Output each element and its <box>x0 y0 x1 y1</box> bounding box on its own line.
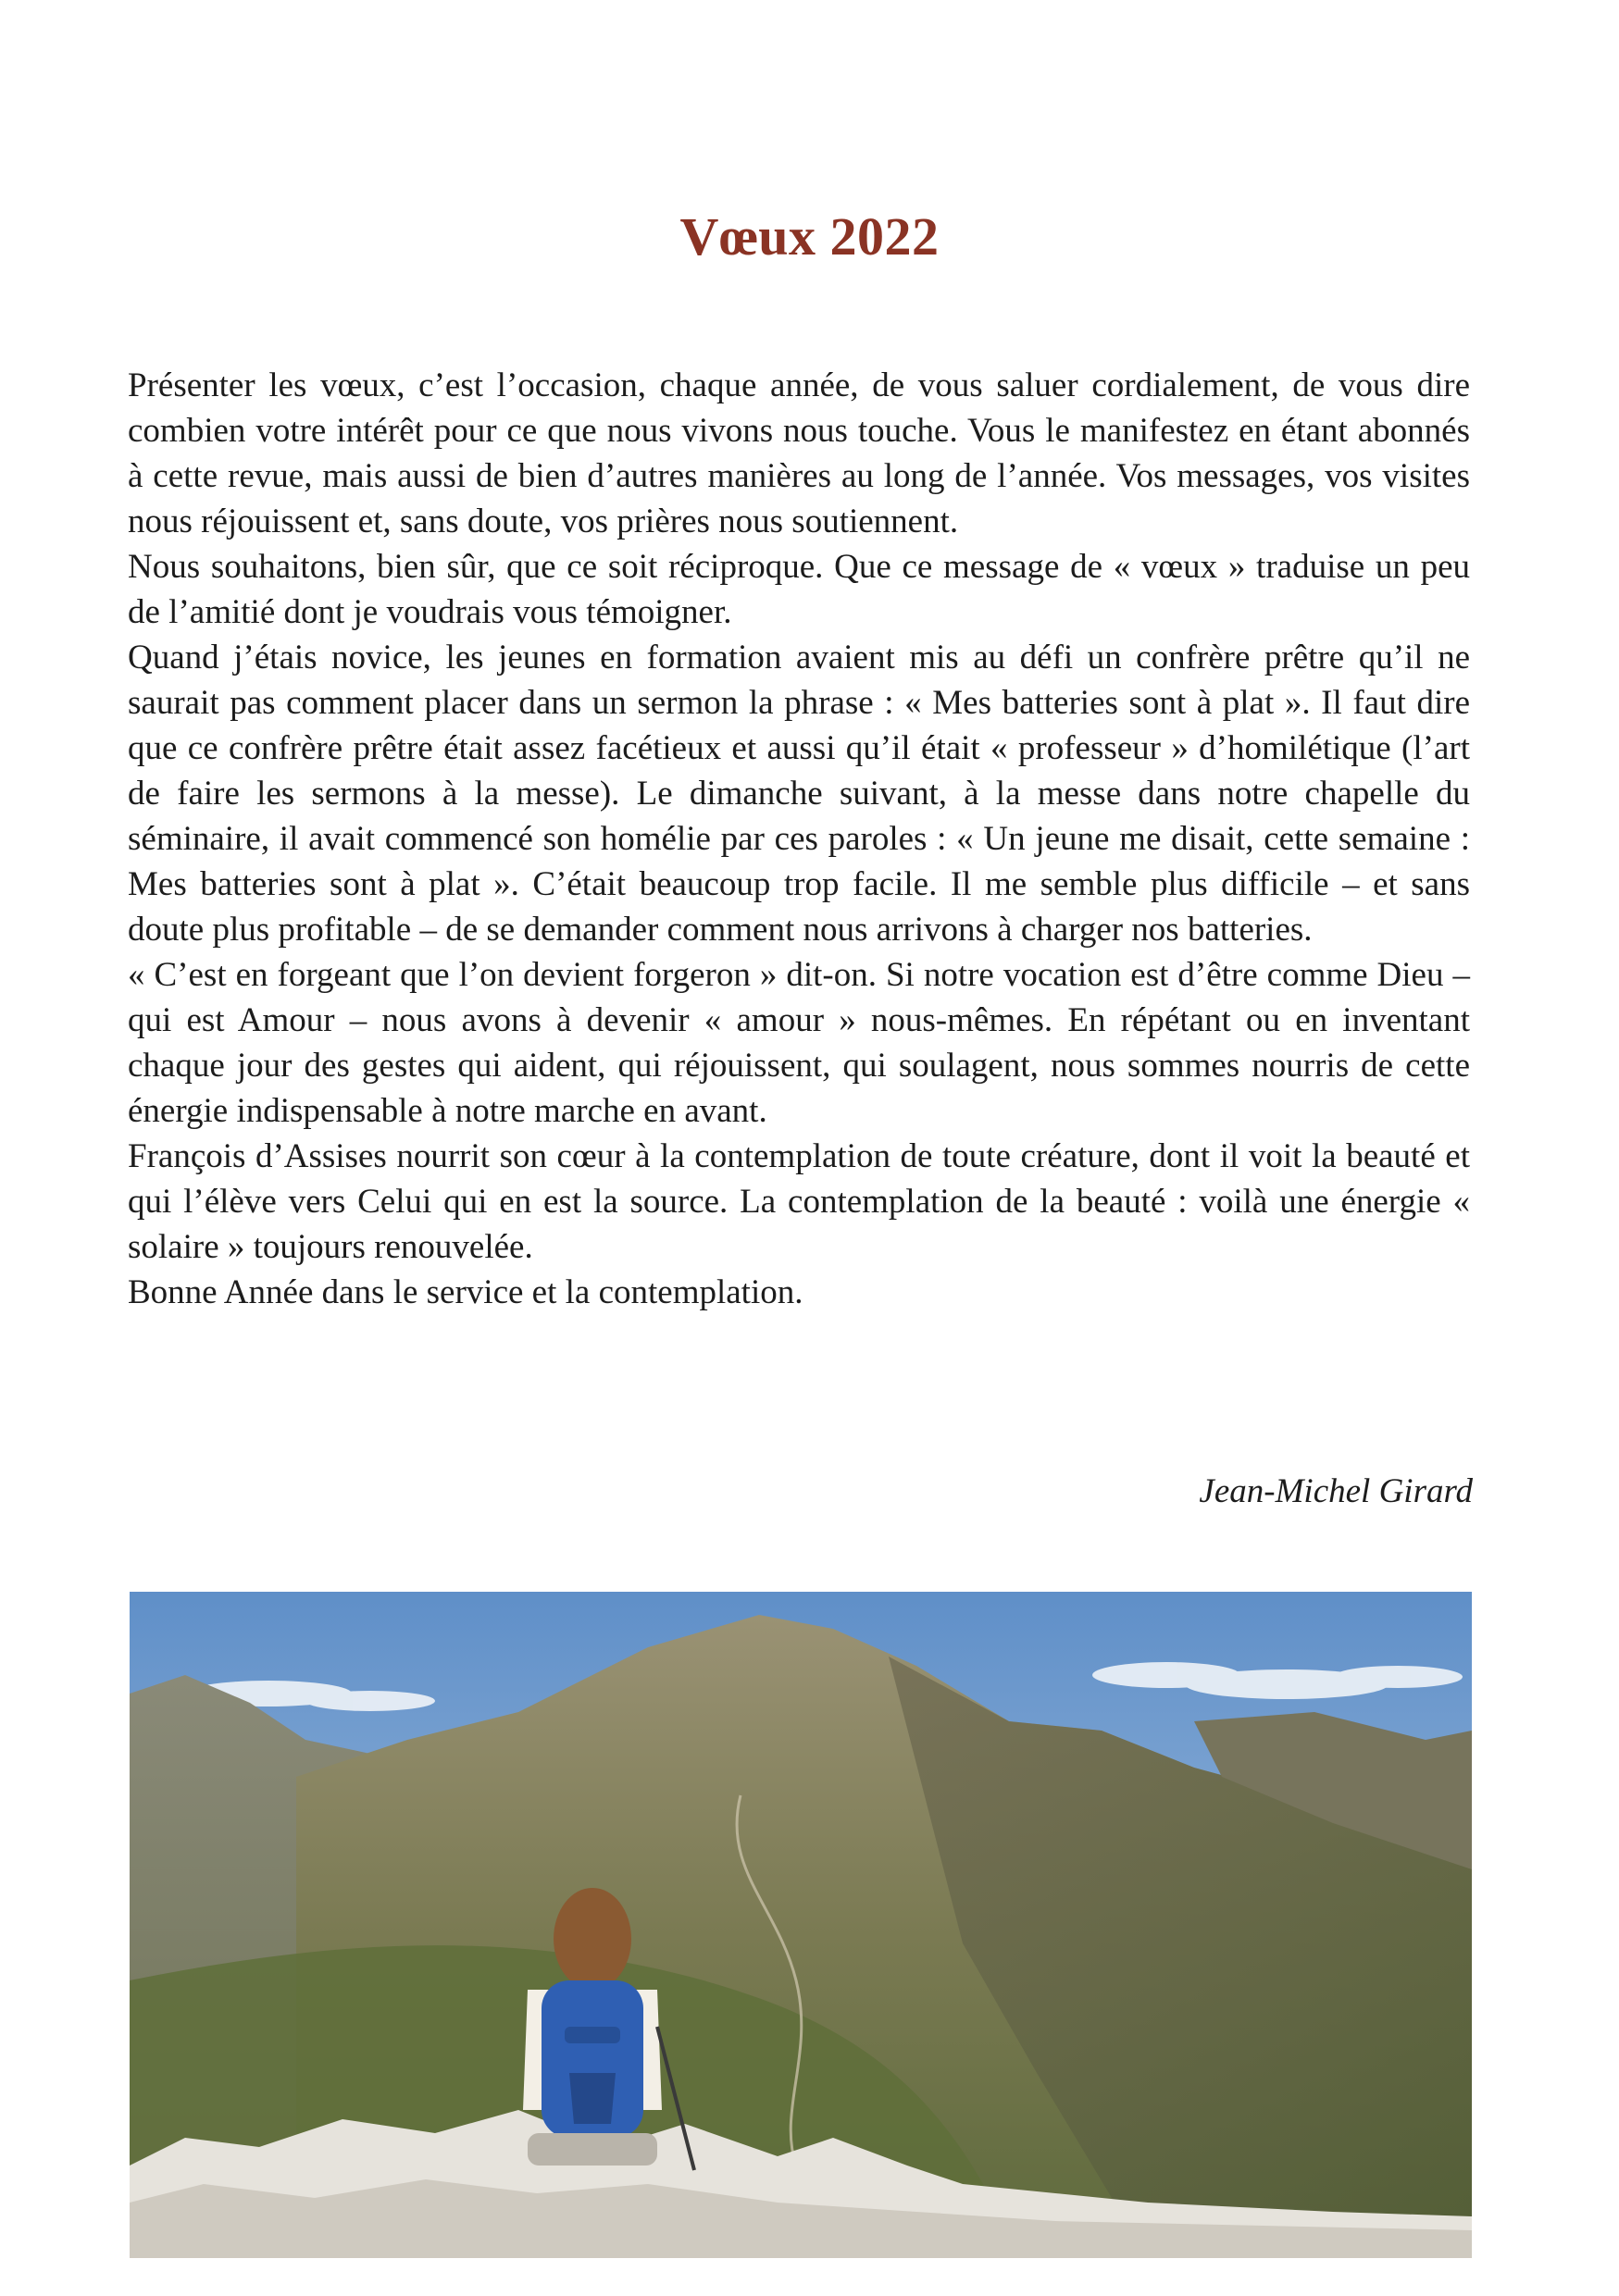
paragraph-1: Présenter les vœux, c’est l’occasion, chaque année, de vous saluer cordialement, de vous dire combien votre intérêt pour ce que nous vivons nous touche. Vous le manifestez en étant abonnés à cette revue, mais aussi de bien d’autres manières au long de l’année. Vos messages, vos visites nous réjouissent et, sans doute, vos prières nous soutiennent. <box>128 366 1470 540</box>
page-title: Vœux 2022 <box>679 206 940 267</box>
paragraph-5: François d’Assises nourrit son cœur à la contemplation de toute créature, dont il voit la beauté et qui l’élève vers Celui qui en est la source. La contemplation de la beauté : voilà une énergie « solaire » toujours renouvelée. <box>128 1137 1470 1266</box>
paragraph-4: « C’est en forgeant que l’on devient forgeron » dit-on. Si notre vocation est d’être comme Dieu – qui est Amour – nous avons à devenir « amour » nous-mêmes. En répétant ou en inventant chaque jour des gestes qui aident, qui réjouissent, qui soulagent, nous sommes nourris de cette énergie indispensable à notre marche en avant. <box>128 956 1470 1130</box>
paragraph-6: Bonne Année dans le service et la contemplation. <box>128 1273 803 1311</box>
mountain-hiker-photo <box>130 1592 1472 2258</box>
mountain-landscape-illustration <box>130 1592 1472 2258</box>
paragraph-3: Quand j’étais novice, les jeunes en formation avaient mis au défi un confrère prêtre qu’il ne saurait pas comment placer dans un sermon la phrase : « Mes batteries sont à plat ». Il faut dire que ce confrère prêtre était assez facétieux et aussi qu’il était « professeur » d’homilétique (l’art de faire les sermons à la messe). Le dimanche suivant, à la messe dans notre chapelle du séminaire, il avait commencé son homélie par ces paroles : « Un jeune me disait, cette semaine : Mes batteries sont à plat ». C’était beaucoup trop facile. Il me semble plus difficile – et sans doute plus profitable – de se demander comment nous arrivons à charger nos batteries. <box>128 639 1470 949</box>
article-body <box>128 363 1470 1315</box>
author-signature: Jean-Michel Girard <box>1199 1472 1473 1510</box>
paragraph-2: Nous souhaitons, bien sûr, que ce soit réciproque. Que ce message de « vœux » traduise un peu de l’amitié dont je voudrais vous témoigner. <box>128 548 1470 631</box>
